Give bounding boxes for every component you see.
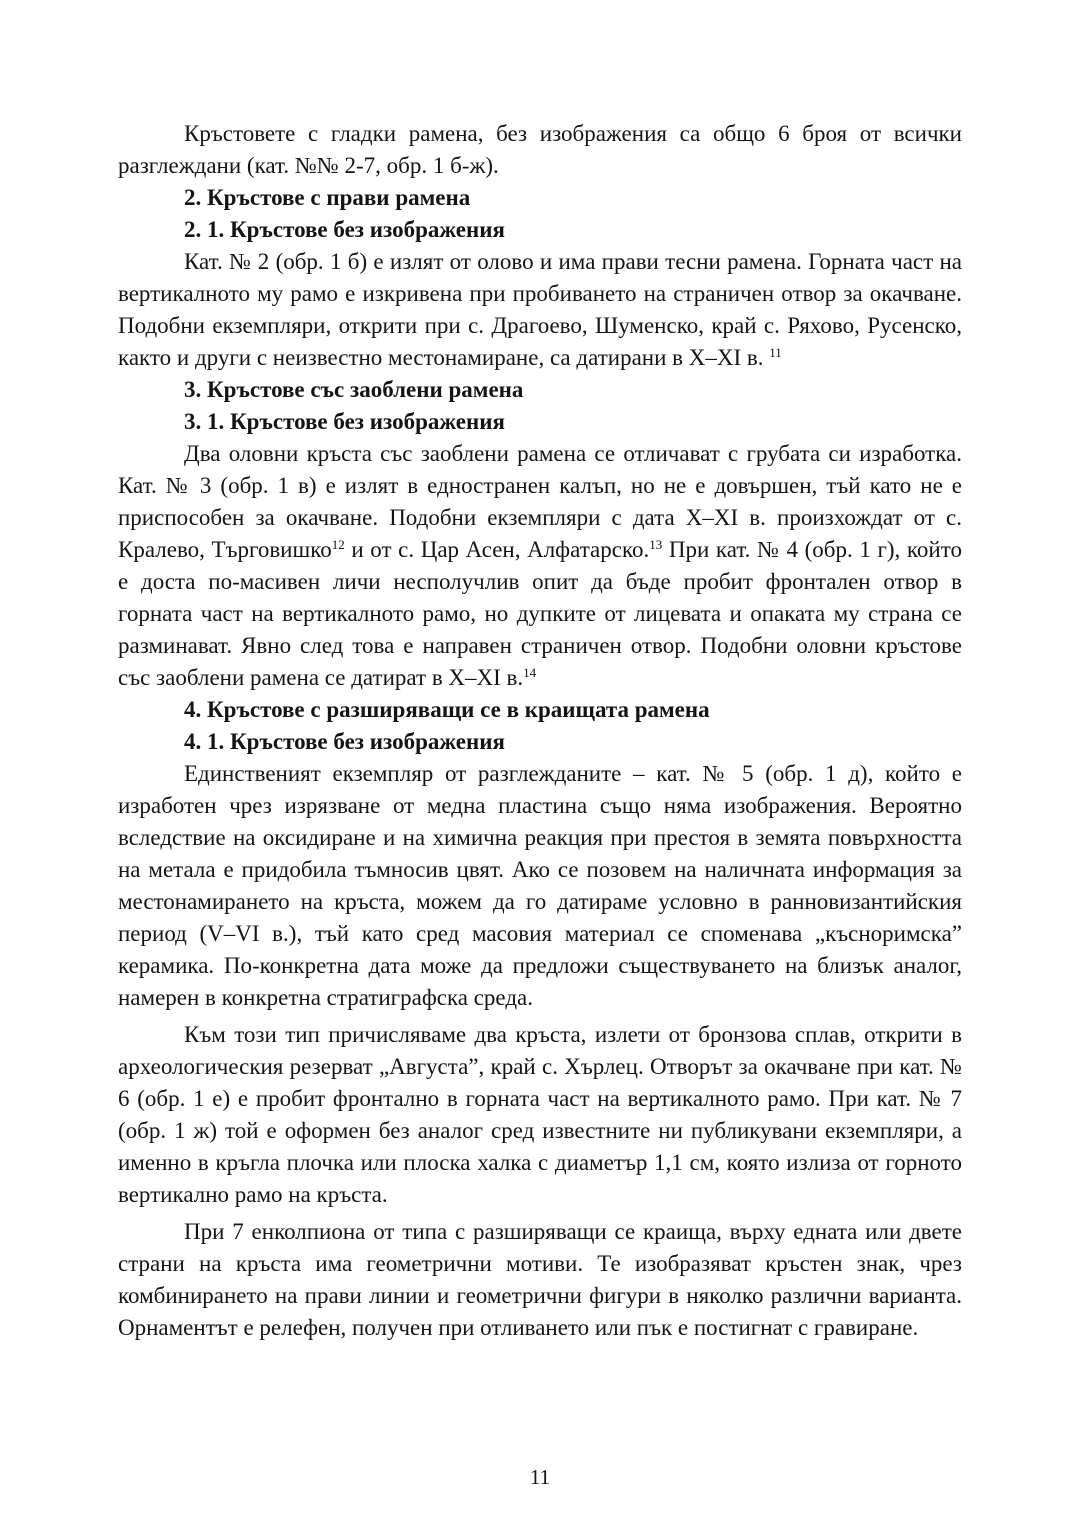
page-body	[118, 118, 962, 1344]
footnote-ref-14: 14	[523, 665, 537, 680]
heading-section-3: 3. Кръстове със заоблени рамена	[184, 377, 524, 402]
page-number: 11	[529, 1465, 551, 1489]
heading-subsection-3-1: 3. 1. Кръстове без изображения	[184, 409, 505, 434]
footnote-ref-11: 11	[769, 345, 782, 360]
footnote-ref-13: 13	[649, 537, 663, 552]
paragraph-cat-2	[118, 246, 962, 374]
paragraph-intro: Кръстовете с гладки рамена, без изображения са общо 6 броя от всички разглеждани (кат. №№ 2-7, обр. 1 б-ж).	[118, 121, 962, 178]
heading-section-4: 4. Кръстове с разширяващи се в краищата рамена	[184, 697, 710, 722]
paragraph-cat-3-4	[118, 438, 962, 694]
paragraph-cat-3-4-text-a: Два оловни кръста със заоблени рамена се отличават с грубата си изработка. Кат. № 3 (обр. 1 в) е излят в едностранен калъп, но не е довършен, тъй като не е приспособен за окачване. Подобни екземпляри с дата X–XI в. произхождат от с. Кралево, Търговишко	[118, 441, 962, 562]
paragraph-cat-3-4-text-b: и от с. Цар Асен, Алфатарско.	[344, 537, 650, 562]
paragraph-enkolpions: При 7 енколпиона от типа с разширяващи се краища, върху едната или двете страни на кръста има геометрични мотиви. Те изобразяват кръстен знак, чрез комбинирането на прави линии и геометрични фигури в няколко различни варианта. Орнаментът е релефен, получен при отливането или пък е постигнат с гравиране.	[118, 1219, 962, 1340]
heading-subsection-2-1: 2. 1. Кръстове без изображения	[184, 217, 505, 242]
heading-section-2: 2. Кръстове с прави рамена	[184, 185, 471, 210]
footnote-ref-12: 12	[331, 537, 345, 552]
heading-subsection-4-1: 4. 1. Кръстове без изображения	[184, 729, 505, 754]
paragraph-cat-6-7: Към този тип причисляваме два кръста, излети от бронзова сплав, открити в археологическия резерват „Августа”, край с. Хърлец. Отворът за окачване при кат. № 6 (обр. 1 е) е пробит фронтално в горната част на вертикалното рамо. При кат. № 7 (обр. 1 ж) той е оформен без аналог сред известните ни публикувани екземпляри, а именно в кръгла плочка или плоска халка с диаметър 1,1 см, която излиза от горното вертикално рамо на кръста.	[118, 1022, 962, 1207]
paragraph-cat-3-4-text-c: При кат. № 4 (обр. 1 г), който е доста по-масивен личи несполучлив опит да бъде пробит фронтален отвор в горната част на вертикалното рамо, но дупките от лицевата и опаката му страна се разминават. Явно след това е направен страничен отвор. Подобни оловни кръстове със заоблени рамена се датират в X–XI в.	[118, 537, 962, 690]
paragraph-cat-5: Единственият екземпляр от разглежданите – кат. № 5 (обр. 1 д), който е изработен чрез изрязване от медна пластина също няма изображения. Вероятно вследствие на оксидиране и на химична реакция при престоя в земята повърхността на метала е придобила тъмносив цвят. Ако се позовем на наличната информация за местонамирането на кръста, можем да го датираме условно в ранновизантийския период (V–VI в.), тъй като сред масовия материал се споменава „късноримска” керамика. По-конкретна дата може да предложи съществуването на близък аналог, намерен в конкретна стратиграфска среда.	[118, 761, 962, 1010]
paragraph-cat-2-text: Кат. № 2 (обр. 1 б) е излят от олово и има прави тесни рамена. Горната част на вертикалното му рамо е изкривена при пробиването на страничен отвор за окачване. Подобни екземпляри, открити при с. Драгоево, Шуменско, край с. Ряхово, Русенско, както и други с неизвестно местонамиране, са датирани в X–XI в.	[118, 249, 962, 370]
